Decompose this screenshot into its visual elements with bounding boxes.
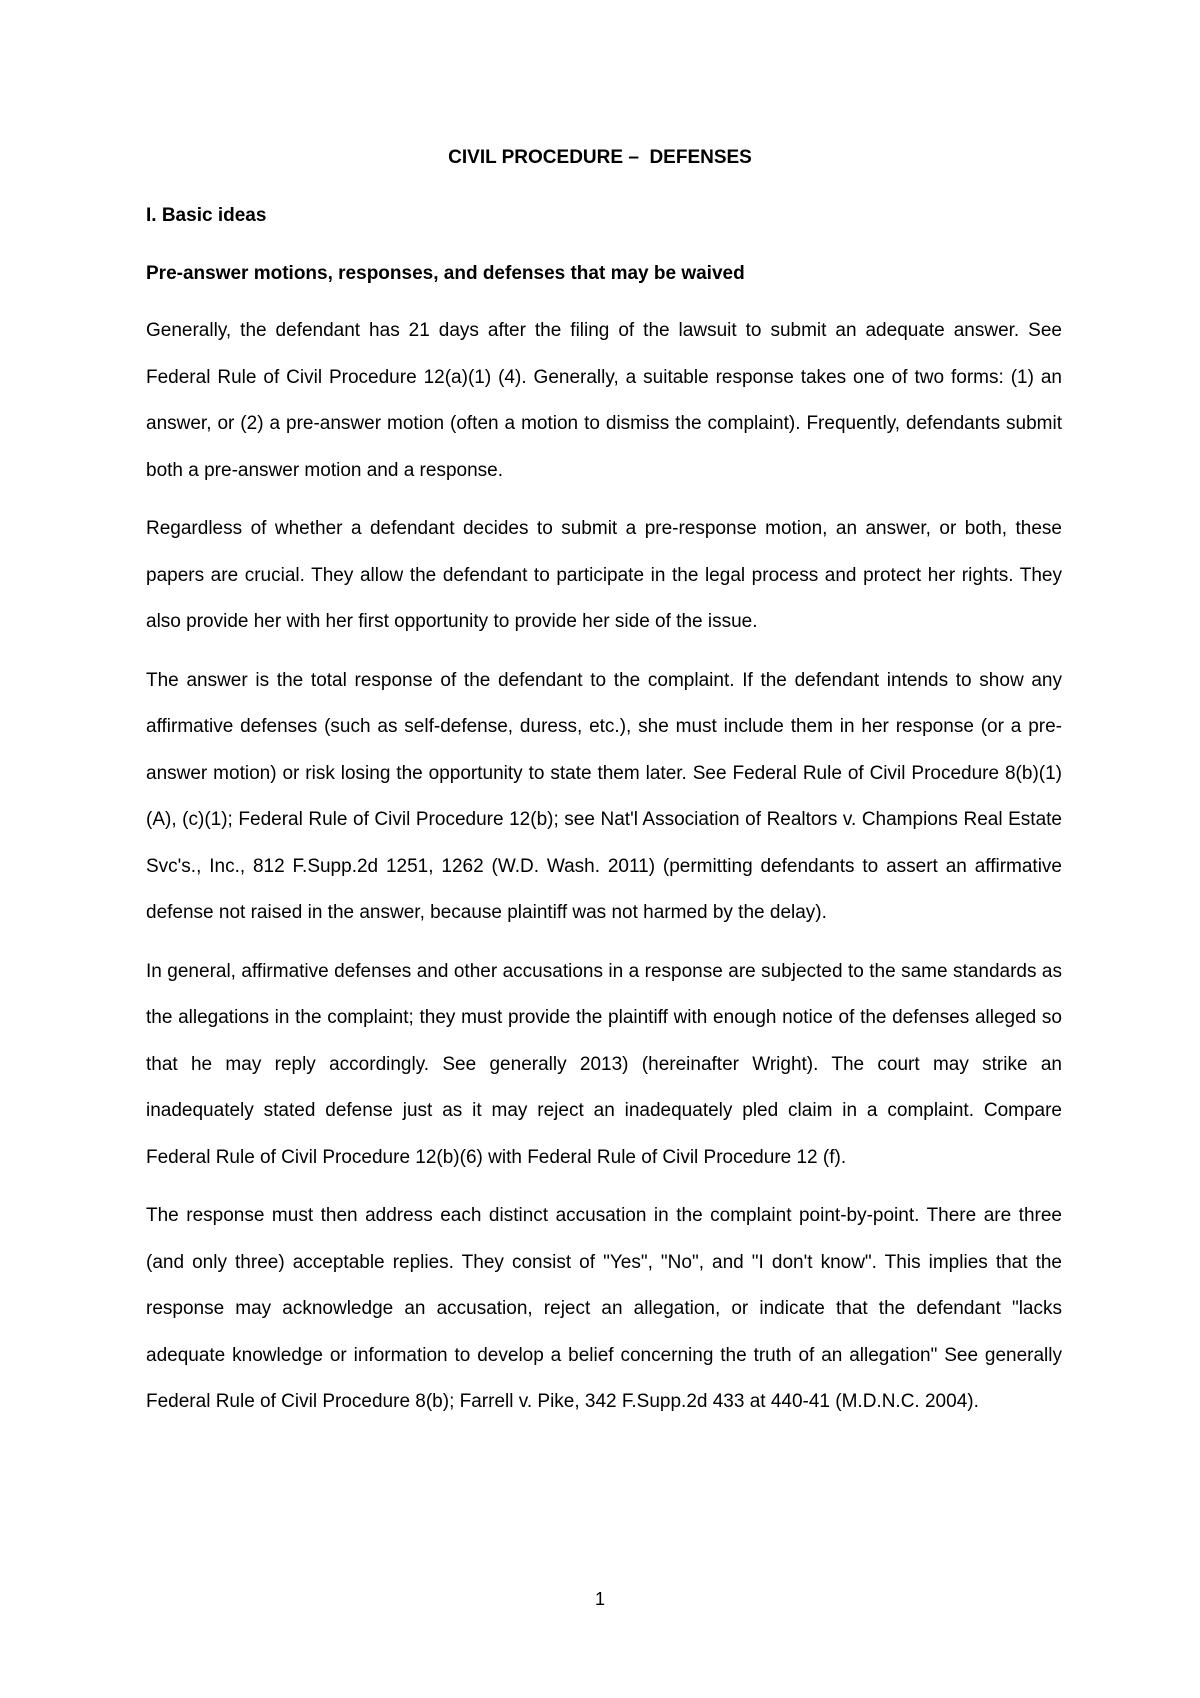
document-body xyxy=(146,308,1062,1438)
paragraph: Generally, the defendant has 21 days after the filing of the lawsuit to submit an adequate answer. See Federal Rule of Civil Procedure 12(a)(1) (4). Generally, a suitable response takes one of two forms: (1) an answer, or (2) a pre-answer motion (often a motion to dismiss the complaint). Frequently, defendants submit both a pre-answer motion and a response. xyxy=(146,320,1062,481)
subheading: Pre-answer motions, responses, and defenses that may be waived xyxy=(146,263,745,284)
paragraph: The answer is the total response of the defendant to the complaint. If the defendant intends to show any affirmative defenses (such as self-defense, duress, etc.), she must include them in her response (or a pre-answer motion) or risk losing the opportunity to state them later. See Federal Rule of Civil Procedure 8(b)(1)(A), (c)(1); Federal Rule of Civil Procedure 12(b); see Nat'l Association of Realtors v. Champions Real Estate Svc's., Inc., 812 F.Supp.2d 1251, 1262 (W.D. Wash. 2011) (permitting defendants to assert an affirmative defense not raised in the answer, because plaintiff was not harmed by the delay). xyxy=(146,669,1062,923)
page-number: 1 xyxy=(594,1589,605,1609)
document-title: CIVIL PROCEDURE – DEFENSES xyxy=(448,147,752,168)
section-heading: I. Basic ideas xyxy=(146,205,267,226)
paragraph: In general, affirmative defenses and other accusations in a response are subjected to the same standards as the allegations in the complaint; they must provide the plaintiff with enough notice of the defenses alleged so that he may reply accordingly. See generally 2013) (hereinafter Wright). The court may strike an inadequately stated defense just as it may reject an inadequately pled claim in a complaint. Compare Federal Rule of Civil Procedure 12(b)(6) with Federal Rule of Civil Procedure 12 (f). xyxy=(146,960,1062,1168)
paragraph: The response must then address each distinct accusation in the complaint point-by-point. There are three (and only three) acceptable replies. They consist of "Yes", "No", and "I don't know". This implies that the response may acknowledge an accusation, reject an allegation, or indicate that the defendant "lacks adequate knowledge or information to develop a belief concerning the truth of an allegation" See generally Federal Rule of Civil Procedure 8(b); Farrell v. Pike, 342 F.Supp.2d 433 at 440-41 (M.D.N.C. 2004). xyxy=(146,1205,1062,1412)
paragraph: Regardless of whether a defendant decides to submit a pre-response motion, an answer, or both, these papers are crucial. They allow the defendant to participate in the legal process and protect her rights. They also provide her with her first opportunity to provide her side of the issue. xyxy=(146,518,1062,632)
